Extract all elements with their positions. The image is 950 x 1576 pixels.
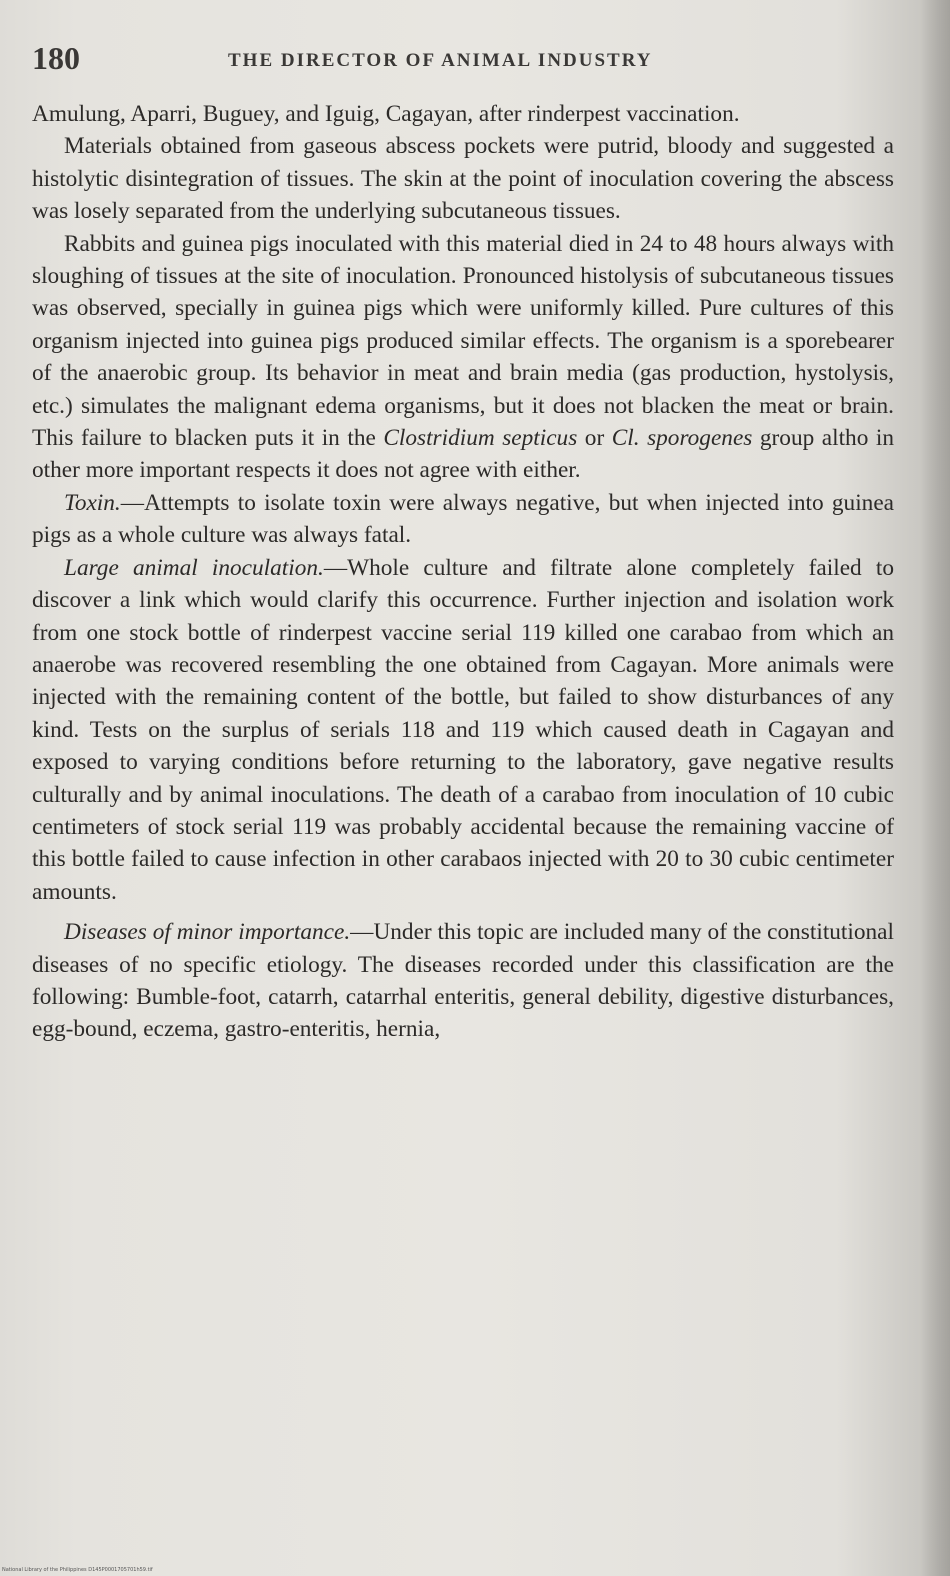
species-name: Cl. sporogenes — [611, 425, 753, 452]
scan-credit: National Library of the Philippines D145P0001705701h59.tif — [2, 1567, 153, 1573]
section-heading: Toxin. — [64, 489, 121, 516]
paragraph-large-animal — [32, 552, 894, 908]
page-number: 180 — [32, 40, 80, 76]
paragraph-text: —Attempts to isolate toxin were always negative, but when injected into guinea pigs as a whole culture was always fatal. — [32, 489, 894, 549]
paragraph-text: Rabbits and guinea pigs inoculated with this material died in 24 to 48 hours always with sloughing of tissues at the site of inoculation. Pronounced histolysis of subcutaneous tissues was observed, specially in guinea pigs which were uniformly killed. Pure cultures of this organism injected into guinea pigs produced similar effects. The organism is a sporebearer of the anaerobic group. Its behavior in meat and brain media (gas production, hystolysis, etc.) simulates the malignant edema organisms, but it does not blacken the meat or brain. This failure to blacken puts it in the — [32, 230, 894, 452]
paragraph-materials — [32, 130, 894, 227]
paragraph-text: or — [577, 425, 612, 452]
paragraph-text: —Under this topic are included many of the constitutional diseases of no specific etiology. The diseases recorded under this classification are the following: Bumble-foot, catarrh, catarrhal enteritis, general debility, digestive disturbances, egg-bound, eczema, gastro-enteritis, hernia, — [32, 919, 894, 1043]
body-text — [32, 98, 894, 1046]
paragraph-rabbits — [32, 228, 894, 487]
section-heading: Diseases of minor importance. — [64, 919, 351, 946]
section-heading: Large animal inoculation. — [64, 554, 324, 581]
paragraph-text: group altho in other more important respects it does not agree with either. — [32, 425, 894, 484]
page-edge-shadow — [920, 0, 950, 1576]
paragraph-text: —Whole culture and filtrate alone completely failed to discover a link which would clarify this occurrence. Further injection and isolation work from one stock bottle of rinderpest vaccine serial 119 killed one carabao from which an anaerobe was recovered resembling the one obtained from Cagayan. More animals were injected with the remaining content of the bottle, but failed to show disturbances of any kind. Tests on the surplus of serials 118 and 119 which caused death in Cagayan and exposed to varying conditions before returning to the laboratory, gave negative results culturally and by animal inoculations. The death of a carabao from inoculation of 10 cubic centimeters of stock serial 119 was probably accidental because the remaining vaccine of this bottle failed to cause infection in other carabaos injected with 20 to 30 cubic centimeter amounts. — [32, 554, 894, 905]
running-title: THE DIRECTOR OF ANIMAL INDUSTRY — [228, 50, 653, 71]
page-header — [32, 40, 912, 84]
paragraph-text: Materials obtained from gaseous abscess pockets were putrid, bloody and suggested a histolytic disintegration of tissues. The skin at the point of inoculation covering the abscess was losely separated from the underlying subcutaneous tissues. — [32, 133, 894, 225]
species-name: Clostridium septicus — [383, 425, 578, 452]
paragraph-minor-diseases — [32, 916, 894, 1046]
paragraph-text: Amulung, Aparri, Buguey, and Iguig, Cagayan, after rinderpest vaccination. — [32, 101, 740, 127]
paragraph-toxin — [32, 487, 894, 552]
paragraph-continuation — [32, 98, 894, 130]
